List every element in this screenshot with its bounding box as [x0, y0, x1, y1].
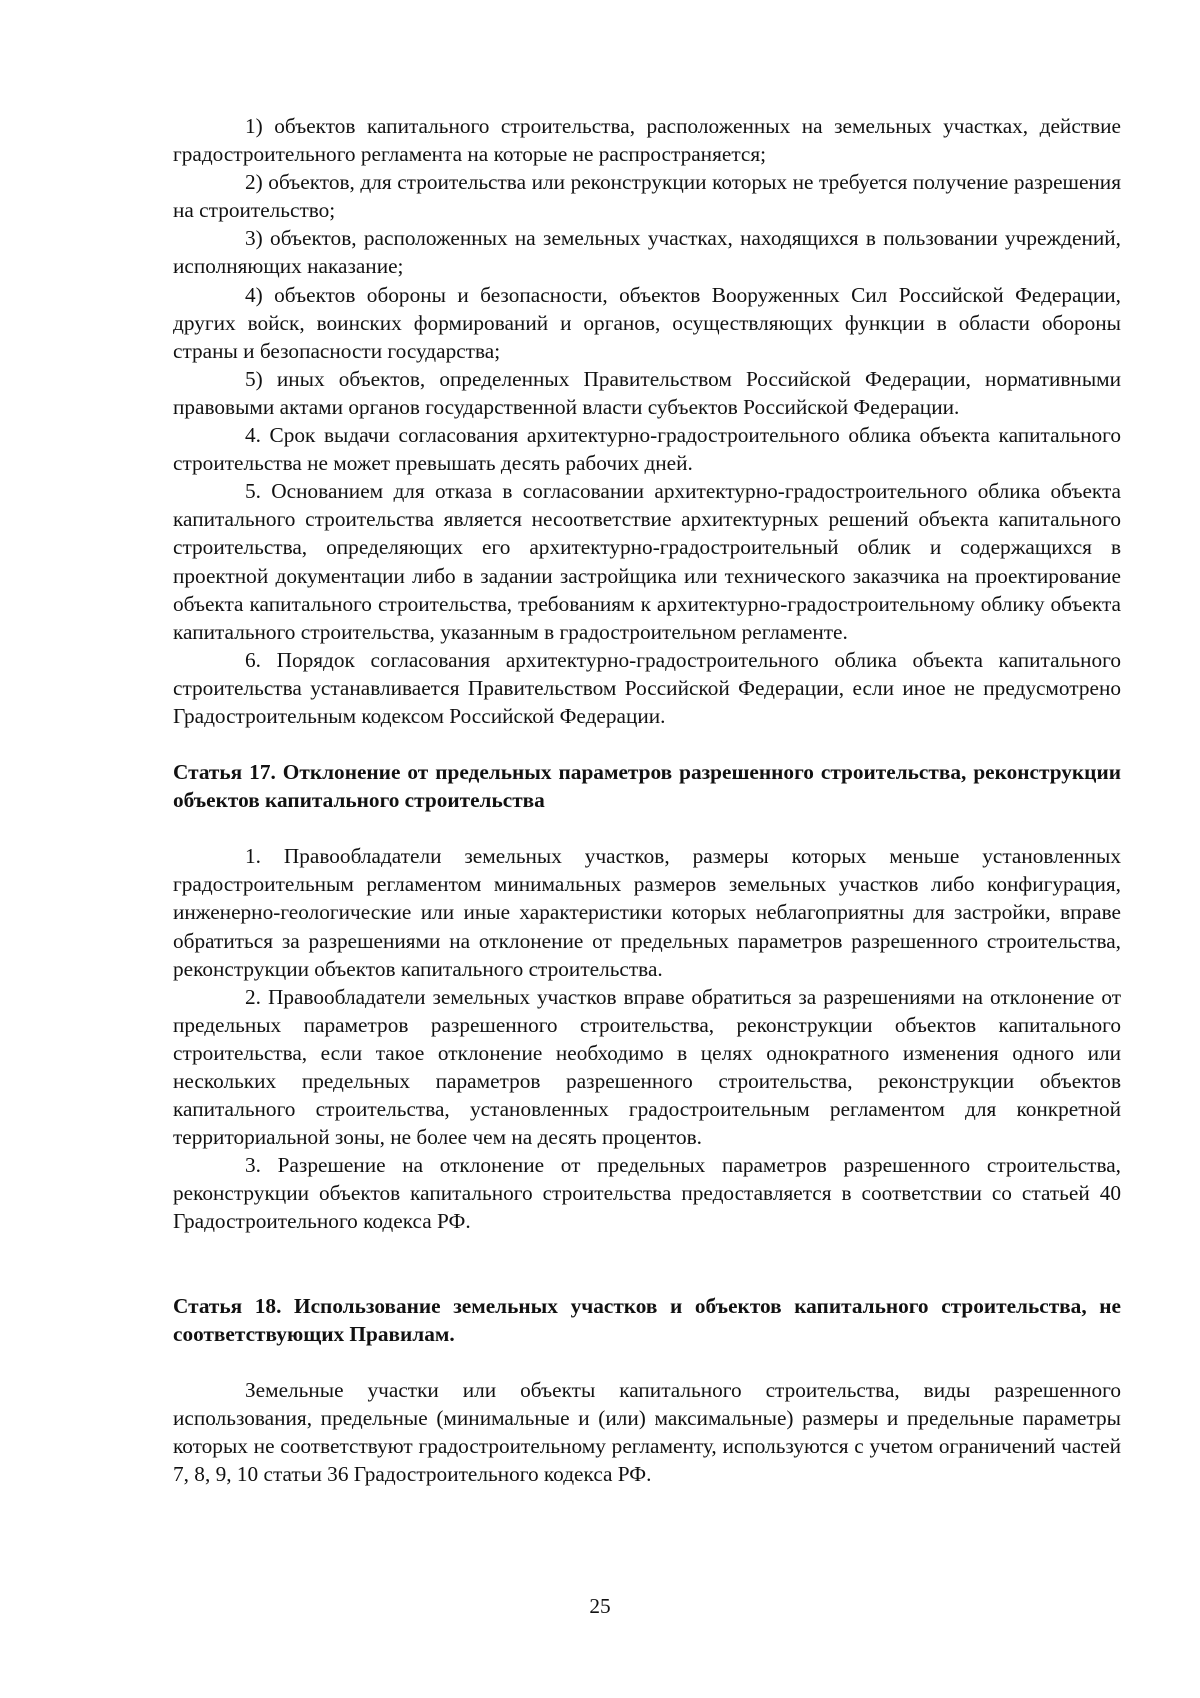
article-17-paragraph-2: 2. Правообладатели земельных участков вправе обратиться за разрешениями на отклонение от предельных параметров разрешенного строительства, реконструкции объектов капитального строительства, если такое отклонение необходимо в целях однократного изменения одного или нескольких предельных параметров разрешенного строительства, реконструкции объектов капитального строительства, установленных градостроительным регламентом для конкретной территориальной зоны, не более чем на десять процентов. — [173, 984, 1121, 1150]
paragraph-5: 5. Основанием для отказа в согласовании архитектурно-градостроительного облика объекта капитального строительства является несоответствие архитектурных решений объекта капитального строительства, определяющих его архитектурно-градостроительный облик и содержащихся в проектной документации либо в задании застройщика или технического заказчика на проектирование объекта капитального строительства, требованиям к архитектурно-градостроительному облику объекта капитального строительства, указанным в градостроительном регламенте. — [173, 479, 1121, 644]
article-17-paragraph-3: 3. Разрешение на отклонение от предельных параметров разрешенного строительства, реконструкции объектов капитального строительства предоставляется в соответствии со статьей 40 Градостроительного кодекса РФ. — [173, 1153, 1121, 1234]
list-item-2: 2) объектов, для строительства или реконструкции которых не требуется получение разрешения на строительство; — [173, 170, 1121, 223]
document-page — [173, 112, 1121, 1488]
article-17-heading: Статья 17. Отклонение от предельных параметров разрешенного строительства, реконструкции объектов капитального строительства — [173, 760, 1121, 813]
article-18-paragraph-1: Земельные участки или объекты капитального строительства, виды разрешенного использования, предельные (минимальные и (или) максимальные) размеры и предельные параметры которых не соответствуют градостроительному регламенту, используются с учетом ограничений частей 7, 8, 9, 10 статьи 36 Градостроительного кодекса РФ. — [173, 1377, 1121, 1487]
list-item-1: 1) объектов капитального строительства, расположенных на земельных участках, действие градостроительного регламента на которые не распространяется; — [173, 114, 1121, 167]
list-item-4: 4) объектов обороны и безопасности, объектов Вооруженных Сил Российской Федерации, других войск, воинских формирований и органов, осуществляющих функции в области обороны страны и безопасности государства; — [173, 282, 1121, 363]
article-18-heading: Статья 18. Использование земельных участков и объектов капитального строительства, не соответствующих Правилам. — [173, 1293, 1121, 1346]
paragraph-4: 4. Срок выдачи согласования архитектурно-градостроительного облика объекта капитального строительства не может превышать десять рабочих дней. — [173, 423, 1121, 476]
list-item-5: 5) иных объектов, определенных Правительством Российской Федерации, нормативными правовыми актами органов государственной власти субъектов Российской Федерации. — [173, 366, 1121, 419]
paragraph-6: 6. Порядок согласования архитектурно-градостроительного облика объекта капитального строительства устанавливается Правительством Российской Федерации, если иное не предусмотрено Градостроительным кодексом Российской Федерации. — [173, 647, 1121, 728]
article-17-paragraph-1: 1. Правообладатели земельных участков, размеры которых меньше установленных градостроительным регламентом минимальных размеров земельных участков либо конфигурация, инженерно-геологические или иные характеристики которых неблагоприятны для застройки, вправе обратиться за разрешениями на отклонение от предельных параметров разрешенного строительства, реконструкции объектов капитального строительства. — [173, 844, 1121, 981]
page-number: 25 — [589, 1594, 611, 1618]
list-item-3: 3) объектов, расположенных на земельных участках, находящихся в пользовании учреждений, исполняющих наказание; — [173, 226, 1121, 279]
